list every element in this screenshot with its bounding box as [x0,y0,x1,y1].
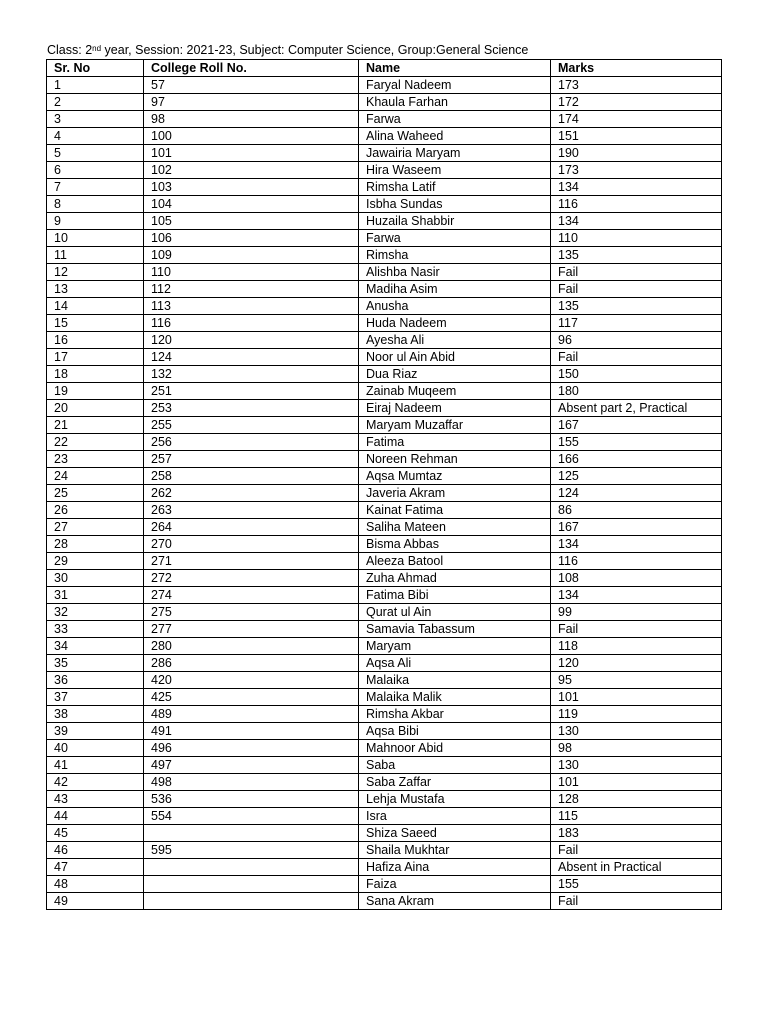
sr-no-cell: 24 [47,468,144,485]
name-cell: Lehja Mustafa [359,791,551,808]
table-row [47,230,722,247]
marks-cell: 125 [551,468,722,485]
table-row [47,417,722,434]
name-cell: Samavia Tabassum [359,621,551,638]
table-row [47,434,722,451]
table-row [47,213,722,230]
college-roll-no-cell: 274 [144,587,359,604]
table-row [47,808,722,825]
sr-no-cell: 48 [47,876,144,893]
college-roll-no-cell: 286 [144,655,359,672]
marks-cell: Absent in Practical [551,859,722,876]
table-row [47,468,722,485]
sr-no-cell: 8 [47,196,144,213]
marks-cell: 116 [551,553,722,570]
marks-cell: 86 [551,502,722,519]
sr-no-cell: 6 [47,162,144,179]
marks-cell: 130 [551,723,722,740]
college-roll-no-cell: 270 [144,536,359,553]
table-row [47,723,722,740]
table-row [47,706,722,723]
sr-no-cell: 5 [47,145,144,162]
college-roll-no-cell: 595 [144,842,359,859]
marks-cell: 118 [551,638,722,655]
sr-no-cell: 9 [47,213,144,230]
college-roll-no-cell [144,876,359,893]
sr-no-cell: 32 [47,604,144,621]
table-row [47,774,722,791]
college-roll-no-cell: 280 [144,638,359,655]
name-cell: Zuha Ahmad [359,570,551,587]
sr-no-cell: 30 [47,570,144,587]
name-cell: Madiha Asim [359,281,551,298]
marks-cell: Fail [551,621,722,638]
table-row [47,485,722,502]
college-roll-no-cell: 97 [144,94,359,111]
marks-cell: 167 [551,519,722,536]
name-cell: Rimsha Latif [359,179,551,196]
college-roll-no-cell: 132 [144,366,359,383]
marks-cell: 101 [551,689,722,706]
college-roll-no-cell [144,893,359,910]
table-row [47,349,722,366]
marks-cell: 155 [551,876,722,893]
table-row [47,621,722,638]
marks-cell: 174 [551,111,722,128]
header-superscript: nd [92,44,102,53]
name-cell: Alina Waheed [359,128,551,145]
name-cell: Faiza [359,876,551,893]
name-cell: Aqsa Ali [359,655,551,672]
name-cell: Aqsa Bibi [359,723,551,740]
name-cell: Hira Waseem [359,162,551,179]
college-roll-no-cell: 554 [144,808,359,825]
marks-cell: 173 [551,162,722,179]
name-cell: Jawairia Maryam [359,145,551,162]
sr-no-cell: 20 [47,400,144,417]
name-cell: Kainat Fatima [359,502,551,519]
name-cell: Rimsha Akbar [359,706,551,723]
marks-cell: Absent part 2, Practical [551,400,722,417]
name-cell: Huzaila Shabbir [359,213,551,230]
name-cell: Anusha [359,298,551,315]
table-row [47,655,722,672]
marks-cell: 120 [551,655,722,672]
table-row [47,451,722,468]
table-row [47,689,722,706]
column-header-sr-no: Sr. No [47,60,144,77]
name-cell: Isra [359,808,551,825]
column-header-marks: Marks [551,60,722,77]
table-row [47,196,722,213]
college-roll-no-cell: 498 [144,774,359,791]
marks-cell: 95 [551,672,722,689]
name-cell: Farwa [359,111,551,128]
marks-cell: 128 [551,791,722,808]
name-cell: Bisma Abbas [359,536,551,553]
sr-no-cell: 26 [47,502,144,519]
sr-no-cell: 17 [47,349,144,366]
table-body [47,77,722,910]
table-row [47,587,722,604]
marks-cell: Fail [551,842,722,859]
table-row [47,893,722,910]
table-row [47,825,722,842]
name-cell: Hafiza Aina [359,859,551,876]
table-row [47,570,722,587]
table-row [47,366,722,383]
table-row [47,281,722,298]
table-row [47,247,722,264]
marks-cell: Fail [551,349,722,366]
marks-table [46,59,722,910]
sr-no-cell: 47 [47,859,144,876]
college-roll-no-cell: 105 [144,213,359,230]
name-cell: Saba [359,757,551,774]
name-cell: Saba Zaffar [359,774,551,791]
table-row [47,298,722,315]
sr-no-cell: 19 [47,383,144,400]
name-cell: Faryal Nadeem [359,77,551,94]
college-roll-no-cell: 109 [144,247,359,264]
header-prefix: Class: 2 [47,43,93,57]
name-cell: Khaula Farhan [359,94,551,111]
college-roll-no-cell: 257 [144,451,359,468]
marks-cell: 180 [551,383,722,400]
sr-no-cell: 38 [47,706,144,723]
college-roll-no-cell: 425 [144,689,359,706]
name-cell: Rimsha [359,247,551,264]
name-cell: Maryam [359,638,551,655]
table-row [47,536,722,553]
name-cell: Isbha Sundas [359,196,551,213]
sr-no-cell: 46 [47,842,144,859]
sr-no-cell: 25 [47,485,144,502]
college-roll-no-cell: 251 [144,383,359,400]
marks-cell: 99 [551,604,722,621]
table-row [47,638,722,655]
sr-no-cell: 35 [47,655,144,672]
college-roll-no-cell: 124 [144,349,359,366]
college-roll-no-cell: 120 [144,332,359,349]
sr-no-cell: 34 [47,638,144,655]
sr-no-cell: 44 [47,808,144,825]
college-roll-no-cell: 489 [144,706,359,723]
college-roll-no-cell: 536 [144,791,359,808]
sr-no-cell: 43 [47,791,144,808]
college-roll-no-cell: 116 [144,315,359,332]
marks-cell: 134 [551,213,722,230]
table-row [47,400,722,417]
table-row [47,162,722,179]
name-cell: Malaika Malik [359,689,551,706]
marks-cell: 115 [551,808,722,825]
sr-no-cell: 40 [47,740,144,757]
college-roll-no-cell: 112 [144,281,359,298]
marks-cell: 96 [551,332,722,349]
college-roll-no-cell: 101 [144,145,359,162]
name-cell: Zainab Muqeem [359,383,551,400]
college-roll-no-cell: 256 [144,434,359,451]
college-roll-no-cell: 272 [144,570,359,587]
marks-cell: 166 [551,451,722,468]
marks-cell: 124 [551,485,722,502]
marks-cell: 134 [551,536,722,553]
name-cell: Mahnoor Abid [359,740,551,757]
sr-no-cell: 39 [47,723,144,740]
sr-no-cell: 1 [47,77,144,94]
sr-no-cell: 18 [47,366,144,383]
name-cell: Ayesha Ali [359,332,551,349]
marks-cell: Fail [551,281,722,298]
table-row [47,264,722,281]
sr-no-cell: 2 [47,94,144,111]
marks-cell: 110 [551,230,722,247]
marks-cell: 101 [551,774,722,791]
table-row [47,842,722,859]
sr-no-cell: 28 [47,536,144,553]
marks-cell: 108 [551,570,722,587]
name-cell: Farwa [359,230,551,247]
column-header-name: Name [359,60,551,77]
college-roll-no-cell: 102 [144,162,359,179]
college-roll-no-cell: 275 [144,604,359,621]
table-row [47,502,722,519]
sr-no-cell: 16 [47,332,144,349]
marks-cell: 167 [551,417,722,434]
sr-no-cell: 7 [47,179,144,196]
marks-cell: 134 [551,179,722,196]
college-roll-no-cell: 253 [144,400,359,417]
sr-no-cell: 37 [47,689,144,706]
marks-cell: 183 [551,825,722,842]
college-roll-no-cell: 103 [144,179,359,196]
name-cell: Fatima [359,434,551,451]
table-row [47,145,722,162]
college-roll-no-cell: 258 [144,468,359,485]
table-row [47,315,722,332]
marks-cell: 190 [551,145,722,162]
sr-no-cell: 33 [47,621,144,638]
name-cell: Noreen Rehman [359,451,551,468]
name-cell: Fatima Bibi [359,587,551,604]
marks-cell: 119 [551,706,722,723]
college-roll-no-cell: 277 [144,621,359,638]
document-header [47,43,528,58]
table-row [47,740,722,757]
sr-no-cell: 12 [47,264,144,281]
name-cell: Aleeza Batool [359,553,551,570]
sr-no-cell: 49 [47,893,144,910]
marks-cell: 150 [551,366,722,383]
college-roll-no-cell: 57 [144,77,359,94]
college-roll-no-cell: 255 [144,417,359,434]
college-roll-no-cell: 113 [144,298,359,315]
marks-cell: 151 [551,128,722,145]
college-roll-no-cell [144,825,359,842]
sr-no-cell: 42 [47,774,144,791]
name-cell: Maryam Muzaffar [359,417,551,434]
name-cell: Saliha Mateen [359,519,551,536]
name-cell: Huda Nadeem [359,315,551,332]
name-cell: Shaila Mukhtar [359,842,551,859]
sr-no-cell: 21 [47,417,144,434]
sr-no-cell: 4 [47,128,144,145]
sr-no-cell: 31 [47,587,144,604]
sr-no-cell: 3 [47,111,144,128]
marks-cell: 173 [551,77,722,94]
name-cell: Sana Akram [359,893,551,910]
header-suffix: year, Session: 2021-23, Subject: Computer Science, Group:General Science [101,43,529,57]
name-cell: Malaika [359,672,551,689]
college-roll-no-cell: 491 [144,723,359,740]
college-roll-no-cell: 264 [144,519,359,536]
sr-no-cell: 11 [47,247,144,264]
marks-cell: Fail [551,264,722,281]
table-row [47,77,722,94]
name-cell: Aqsa Mumtaz [359,468,551,485]
college-roll-no-cell: 100 [144,128,359,145]
name-cell: Eiraj Nadeem [359,400,551,417]
marks-cell: 98 [551,740,722,757]
sr-no-cell: 23 [47,451,144,468]
table-row [47,128,722,145]
name-cell: Alishba Nasir [359,264,551,281]
table-row [47,111,722,128]
sr-no-cell: 14 [47,298,144,315]
sr-no-cell: 36 [47,672,144,689]
sr-no-cell: 10 [47,230,144,247]
college-roll-no-cell: 420 [144,672,359,689]
table-row [47,94,722,111]
marks-cell: 135 [551,247,722,264]
marks-cell: 155 [551,434,722,451]
college-roll-no-cell [144,859,359,876]
table-row [47,383,722,400]
table-row [47,553,722,570]
sr-no-cell: 27 [47,519,144,536]
table-row [47,859,722,876]
table-row [47,876,722,893]
table-row [47,672,722,689]
table-row [47,757,722,774]
name-cell: Javeria Akram [359,485,551,502]
marks-cell: 130 [551,757,722,774]
college-roll-no-cell: 110 [144,264,359,281]
column-header-college-roll-no: College Roll No. [144,60,359,77]
marks-cell: 117 [551,315,722,332]
table-row [47,791,722,808]
college-roll-no-cell: 263 [144,502,359,519]
name-cell: Shiza Saeed [359,825,551,842]
college-roll-no-cell: 106 [144,230,359,247]
college-roll-no-cell: 271 [144,553,359,570]
college-roll-no-cell: 104 [144,196,359,213]
college-roll-no-cell: 497 [144,757,359,774]
table-row [47,519,722,536]
college-roll-no-cell: 496 [144,740,359,757]
sr-no-cell: 13 [47,281,144,298]
name-cell: Noor ul Ain Abid [359,349,551,366]
name-cell: Dua Riaz [359,366,551,383]
college-roll-no-cell: 262 [144,485,359,502]
marks-cell: 116 [551,196,722,213]
marks-cell: Fail [551,893,722,910]
sr-no-cell: 15 [47,315,144,332]
marks-cell: 172 [551,94,722,111]
table-header-row [47,60,722,77]
table-row [47,332,722,349]
sr-no-cell: 22 [47,434,144,451]
marks-cell: 134 [551,587,722,604]
table-row [47,179,722,196]
college-roll-no-cell: 98 [144,111,359,128]
marks-cell: 135 [551,298,722,315]
sr-no-cell: 29 [47,553,144,570]
sr-no-cell: 41 [47,757,144,774]
sr-no-cell: 45 [47,825,144,842]
name-cell: Qurat ul Ain [359,604,551,621]
table-row [47,604,722,621]
